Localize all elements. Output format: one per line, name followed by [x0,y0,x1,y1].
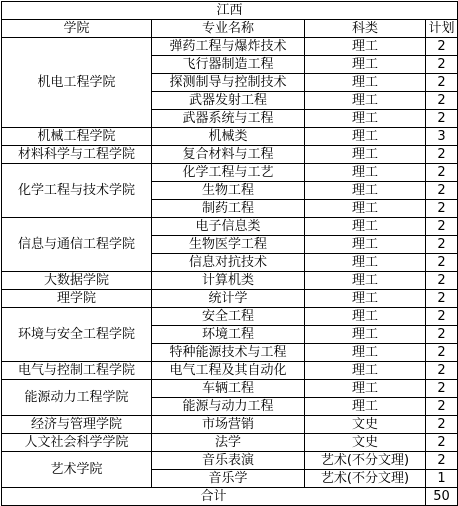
plan-cell: 2 [426,92,458,110]
college-cell: 化学工程与技术学院 [2,164,152,218]
plan-cell: 2 [426,74,458,92]
province-title: 江西 [2,2,458,20]
table-row [2,362,458,380]
category-cell: 理工 [305,290,426,308]
total-value: 50 [426,488,458,506]
college-cell: 环境与安全工程学院 [2,308,152,362]
table-row [2,146,458,164]
header-major: 专业名称 [152,20,305,38]
category-cell: 理工 [305,164,426,182]
major-cell: 法学 [152,434,305,452]
college-cell: 材料科学与工程学院 [2,146,152,164]
enrollment-plan-table [1,1,458,506]
major-cell: 飞行器制造工程 [152,56,305,74]
major-cell: 武器发射工程 [152,92,305,110]
table-row [2,218,458,236]
plan-cell: 2 [426,200,458,218]
category-cell: 理工 [305,380,426,398]
college-cell: 大数据学院 [2,272,152,290]
plan-cell: 2 [426,146,458,164]
major-cell: 统计学 [152,290,305,308]
major-cell: 电气工程及其自动化 [152,362,305,380]
college-cell: 机电工程学院 [2,38,152,128]
category-cell: 理工 [305,272,426,290]
plan-cell: 2 [426,218,458,236]
table-row [2,416,458,434]
category-cell: 理工 [305,308,426,326]
plan-cell: 2 [426,290,458,308]
category-cell: 理工 [305,236,426,254]
major-cell: 复合材料与工程 [152,146,305,164]
major-cell: 特种能源技术与工程 [152,344,305,362]
category-cell: 理工 [305,200,426,218]
plan-cell: 2 [426,326,458,344]
major-cell: 车辆工程 [152,380,305,398]
college-cell: 能源动力工程学院 [2,380,152,416]
major-cell: 化学工程与工艺 [152,164,305,182]
college-cell: 电气与控制工程学院 [2,362,152,380]
college-cell: 艺术学院 [2,452,152,488]
plan-cell: 2 [426,344,458,362]
total-row [2,488,458,506]
college-cell: 理学院 [2,290,152,308]
category-cell: 理工 [305,218,426,236]
category-cell: 理工 [305,398,426,416]
college-cell: 人文社会科学学院 [2,434,152,452]
plan-cell: 2 [426,272,458,290]
major-cell: 探测制导与控制技术 [152,74,305,92]
plan-cell: 2 [426,308,458,326]
category-cell: 理工 [305,38,426,56]
major-cell: 机械类 [152,128,305,146]
college-cell: 经济与管理学院 [2,416,152,434]
major-cell: 弹药工程与爆炸技术 [152,38,305,56]
table-row [2,164,458,182]
title-row [2,2,458,20]
major-cell: 生物工程 [152,182,305,200]
major-cell: 制药工程 [152,200,305,218]
header-row [2,20,458,38]
plan-cell: 1 [426,470,458,488]
category-cell: 理工 [305,182,426,200]
plan-cell: 2 [426,110,458,128]
category-cell: 艺术(不分文理) [305,470,426,488]
college-cell: 机械工程学院 [2,128,152,146]
table-row [2,434,458,452]
table-row [2,290,458,308]
plan-cell: 2 [426,254,458,272]
category-cell: 文史 [305,434,426,452]
plan-cell: 2 [426,56,458,74]
plan-cell: 2 [426,434,458,452]
table-row [2,128,458,146]
plan-cell: 2 [426,38,458,56]
table-row [2,452,458,470]
category-cell: 理工 [305,146,426,164]
category-cell: 艺术(不分文理) [305,452,426,470]
header-category: 科类 [305,20,426,38]
major-cell: 电子信息类 [152,218,305,236]
header-plan: 计划 [426,20,458,38]
plan-cell: 2 [426,398,458,416]
category-cell: 理工 [305,362,426,380]
major-cell: 市场营销 [152,416,305,434]
category-cell: 理工 [305,344,426,362]
category-cell: 理工 [305,92,426,110]
plan-cell: 3 [426,128,458,146]
total-label: 合计 [2,488,426,506]
plan-cell: 2 [426,362,458,380]
plan-cell: 2 [426,182,458,200]
category-cell: 理工 [305,74,426,92]
category-cell: 理工 [305,56,426,74]
table-row [2,38,458,56]
major-cell: 环境工程 [152,326,305,344]
header-college: 学院 [2,20,152,38]
table-row [2,308,458,326]
category-cell: 理工 [305,110,426,128]
table-row [2,272,458,290]
plan-cell: 2 [426,236,458,254]
plan-cell: 2 [426,380,458,398]
category-cell: 理工 [305,128,426,146]
major-cell: 武器系统与工程 [152,110,305,128]
plan-cell: 2 [426,164,458,182]
major-cell: 音乐表演 [152,452,305,470]
category-cell: 文史 [305,416,426,434]
category-cell: 理工 [305,326,426,344]
category-cell: 理工 [305,254,426,272]
college-cell: 信息与通信工程学院 [2,218,152,272]
major-cell: 计算机类 [152,272,305,290]
major-cell: 音乐学 [152,470,305,488]
table-row [2,380,458,398]
plan-cell: 2 [426,416,458,434]
major-cell: 安全工程 [152,308,305,326]
plan-cell: 2 [426,452,458,470]
major-cell: 信息对抗技术 [152,254,305,272]
major-cell: 生物医学工程 [152,236,305,254]
major-cell: 能源与动力工程 [152,398,305,416]
